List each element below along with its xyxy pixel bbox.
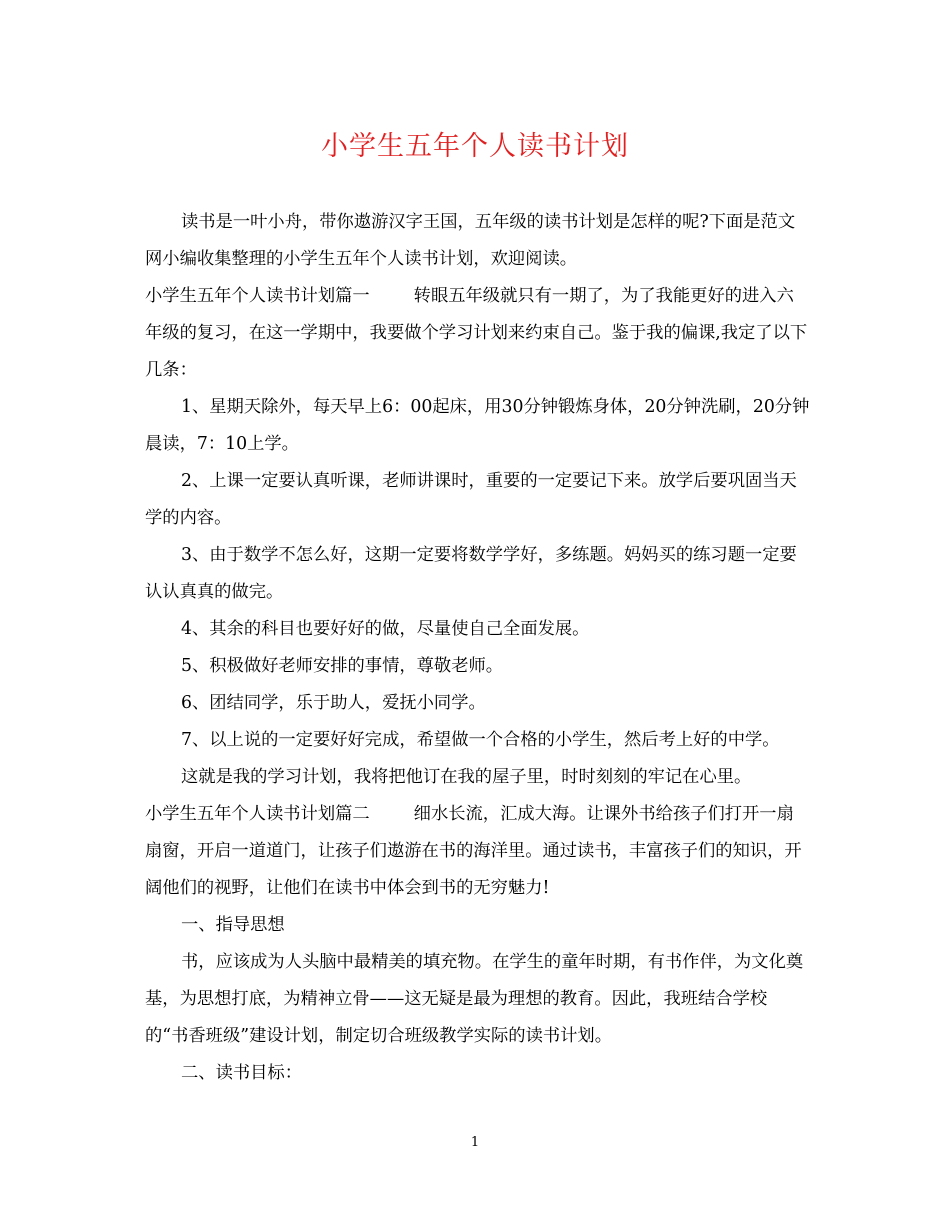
plan-item-3: 3、由于数学不怎么好，这期一定要将数学学好，多练题。妈妈买的练习题一定要认认真真的做完。 xyxy=(145,545,797,602)
section-one-text: 转眼五年级就只有一期了，为了我能更好的进入六年级的复习，在这一学期中，我要做个学习计划来约束自己。鉴于我的偏课,我定了以下几条： xyxy=(145,286,808,380)
plan-item-7: 7、以上说的一定要好好完成，希望做一个合格的小学生，然后考上好的中学。 xyxy=(181,730,780,750)
closing-paragraph: 这就是我的学习计划，我将把他订在我的屋子里，时时刻刻的牢记在心里。 xyxy=(181,767,752,787)
heading-reading-goals: 二、读书目标： xyxy=(181,1063,302,1083)
page-number: 1 xyxy=(470,1135,480,1150)
section-two-paragraph xyxy=(145,796,810,907)
section-one-paragraph xyxy=(145,278,810,389)
document-body xyxy=(145,204,810,1092)
document-title: 小学生五年个人读书计划 xyxy=(321,131,629,162)
heading-guiding-thought: 一、指导思想 xyxy=(181,915,285,935)
plan-item-6: 6、团结同学，乐于助人，爱抚小同学。 xyxy=(181,693,486,713)
plan-item-4: 4、其余的科目也要好好的做，尽量使自己全面发展。 xyxy=(181,619,590,639)
section-two-text: 细水长流，汇成大海。让课外书给孩子们打开一扇扇窗，开启一道道门，让孩子们遨游在书的海洋里。通过读书，丰富孩子们的知识，开阔他们的视野，让他们在读书中体会到书的无穷魅力! xyxy=(145,804,802,898)
intro-paragraph: 读书是一叶小舟，带你遨游汉字王国，五年级的读书计划是怎样的呢?下面是范文网小编收集整理的小学生五年个人读书计划，欢迎阅读。 xyxy=(145,212,796,269)
plan-item-2: 2、上课一定要认真听课，老师讲课时，重要的一定要记下来。放学后要巩固当天学的内容。 xyxy=(145,471,797,528)
guiding-thought-paragraph: 书，应该成为人头脑中最精美的填充物。在学生的童年时期，有书作伴，为文化奠基，为思想打底，为精神立骨——这无疑是最为理想的教育。因此，我班结合学校的“书香班级”建设计划，制定切合班级教学实际的读书计划。 xyxy=(145,952,804,1046)
section-one-heading: 小学生五年个人读书计划篇一 xyxy=(145,286,370,306)
plan-item-5: 5、积极做好老师安排的事情，尊敬老师。 xyxy=(181,656,504,676)
plan-item-1: 1、星期天除外，每天早上6：00起床，用30分钟锻炼身体，20分钟洗刷，20分钟晨读，7：10上学。 xyxy=(145,397,810,454)
section-two-heading: 小学生五年个人读书计划篇二 xyxy=(145,804,370,824)
